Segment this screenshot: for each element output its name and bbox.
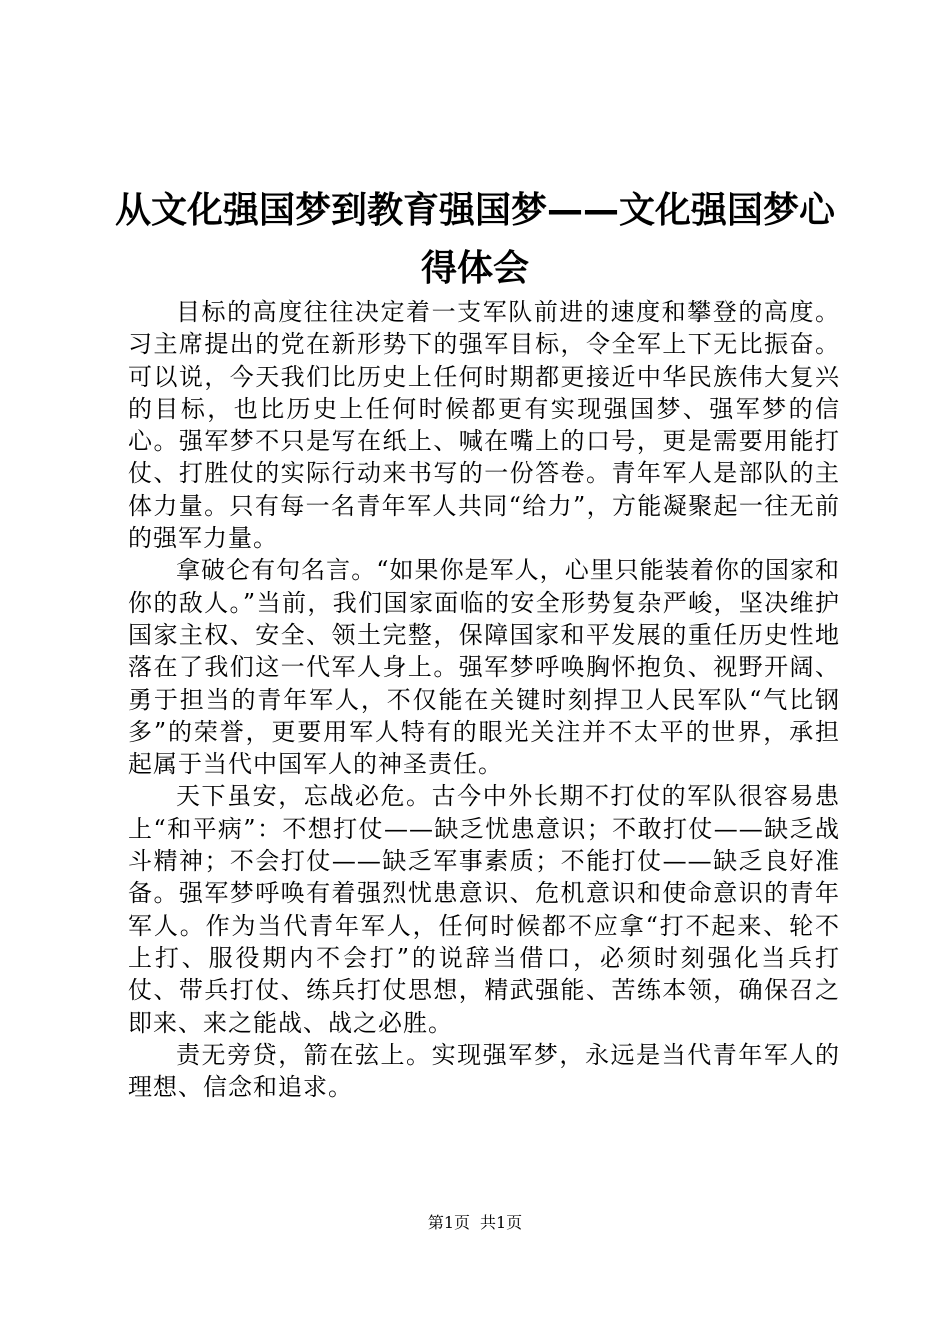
page-number: 第1页: [427, 1213, 470, 1232]
page-total: 共1页: [480, 1213, 523, 1232]
paragraph-2: 拿破仑有句名言。“如果你是军人，心里只能装着你的国家和你的敌人。”当前，我们国家面临的安全形势复杂严峻，坚决维护国家主权、安全、领土完整，保障国家和平发展的重任历史性地落在了我们这一代军人身上。强军梦呼唤胸怀抱负、视野开阔、勇于担当的青年军人，不仅能在关键时刻捍卫人民军队“气比钢多”的荣誉，更要用军人特有的眼光关注并不太平的世界，承担起属于当代中国军人的神圣责任。: [128, 556, 840, 779]
paragraph-3: 天下虽安，忘战必危。古今中外长期不打仗的军队很容易患上“和平病”：不想打仗——缺乏忧患意识；不敢打仗——缺乏战斗精神；不会打仗——缺乏军事素质；不能打仗——缺乏良好准备。强军梦呼唤有着强烈忧患意识、危机意识和使命意识的青年军人。作为当代青年军人，任何时候都不应拿“打不起来、轮不上打、服役期内不会打”的说辞当借口，必须时刻强化当兵打仗、带兵打仗、练兵打仗思想，精武强能、苦练本领，确保召之即来、来之能战、战之必胜。: [128, 782, 840, 1037]
document-body: [128, 296, 840, 1103]
paragraph-1: 目标的高度往往决定着一支军队前进的速度和攀登的高度。习主席提出的党在新形势下的强军目标，令全军上下无比振奋。可以说，今天我们比历史上任何时期都更接近中华民族伟大复兴的目标，也比历史上任何时候都更有实现强国梦、强军梦的信心。强军梦不只是写在纸上、喊在嘴上的口号，更是需要用能打仗、打胜仗的实际行动来书写的一份答卷。青年军人是部队的主体力量。只有每一名青年军人共同“给力”，方能凝聚起一往无前的强军力量。: [128, 298, 840, 553]
page-footer: [0, 1213, 950, 1233]
document-title: 从文化强国梦到教育强国梦——文化强国梦心得体会: [114, 190, 835, 289]
paragraph-4: 责无旁贷，箭在弦上。实现强军梦，永远是当代青年军人的理想、信念和追求。: [128, 1040, 840, 1102]
